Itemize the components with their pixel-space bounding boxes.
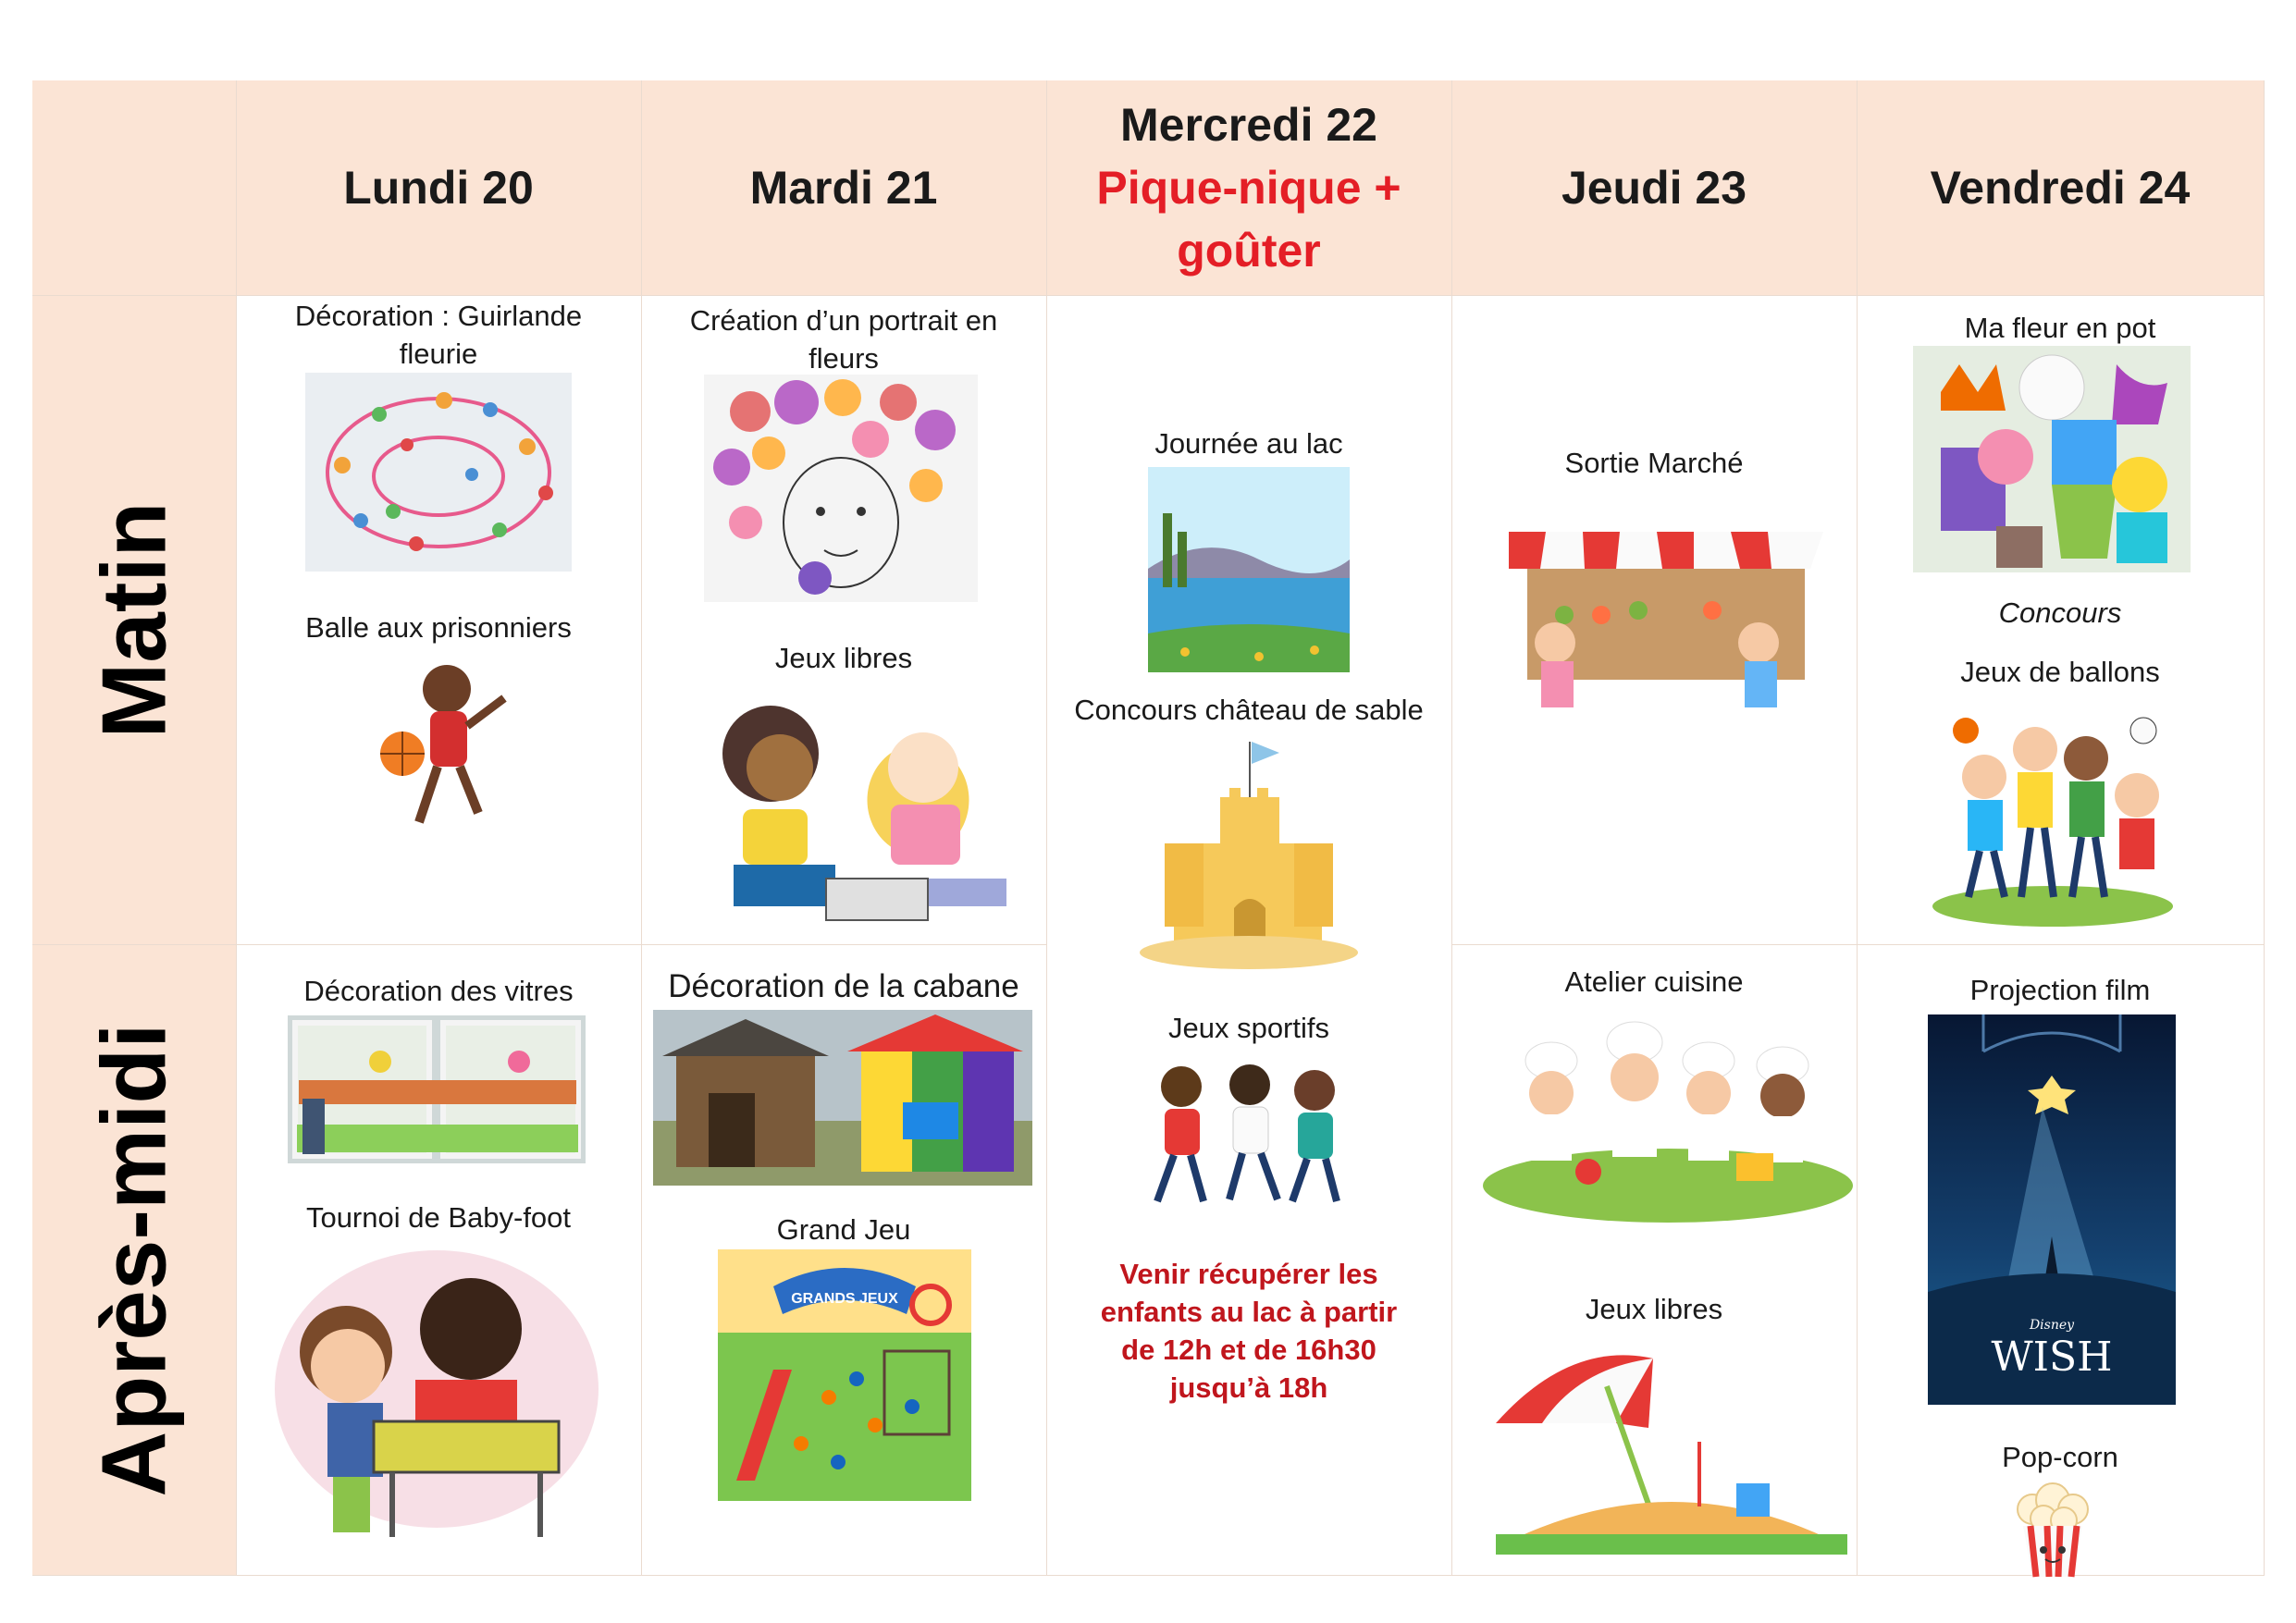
grid-line <box>32 1575 2265 1576</box>
pickup-note: Venir récupérer les enfants au lac à partir de 12h et de 16h30 jusqu’à 18h <box>1100 1258 1398 1404</box>
row-label-morning: Matin <box>82 501 185 738</box>
grid-line <box>32 295 2265 296</box>
activity-caption: Jeux libres <box>774 642 913 674</box>
activity-caption: Décoration de la cabane <box>668 968 1019 1004</box>
day-header-thursday: Jeudi 23 <box>1561 162 1747 214</box>
day-header-friday: Vendredi 24 <box>1930 162 2191 214</box>
wish-movie-poster-image <box>1928 1014 2176 1405</box>
activity-caption: Tournoi de Baby-foot <box>305 1201 572 1234</box>
activity-caption: Balle aux prisonniers <box>305 611 572 644</box>
grid-line <box>1451 944 2265 945</box>
painted-cabins-image <box>653 1010 1032 1186</box>
poster-brand-text: Disney <box>2029 1318 2075 1333</box>
day-label: Mercredi 22 <box>1120 99 1377 151</box>
activity-caption: Journée au lac <box>1154 427 1343 460</box>
row-label-afternoon: Après-midi <box>82 1023 185 1496</box>
kids-ball-games-image <box>1929 694 2177 929</box>
day-header-wednesday <box>1046 80 1451 295</box>
running-kids-image <box>1137 1050 1361 1216</box>
activity-caption: Concours château de sable <box>1074 694 1424 726</box>
activity-caption: Projection film <box>1969 974 2151 1006</box>
activity-caption: Grand Jeu <box>776 1213 911 1246</box>
dodgeball-child-image <box>347 652 532 860</box>
activity-caption: Jeux libres <box>1585 1293 1723 1325</box>
kids-chefs-image <box>1477 1005 1858 1227</box>
grid-line <box>1046 80 1047 1576</box>
grid-line <box>236 80 237 1576</box>
girls-playing-beads-image <box>687 680 1009 929</box>
day-header-monday: Lundi 20 <box>343 162 534 214</box>
activity-caption: Décoration : Guirlande fleurie <box>294 300 583 370</box>
concours-label: Concours <box>1998 596 2122 629</box>
lake-landscape-image <box>1148 467 1350 672</box>
decorated-windows-image <box>288 1015 586 1163</box>
activity-caption: Sortie Marché <box>1564 447 1744 479</box>
activity-schedule-table <box>32 80 2265 1576</box>
flower-portrait-image <box>704 375 978 602</box>
activity-caption: Jeux de ballons <box>1960 656 2160 688</box>
grid-line <box>2264 80 2265 1576</box>
flower-garland-image <box>305 373 572 572</box>
activity-caption: Jeux sportifs <box>1167 1012 1329 1044</box>
activity-caption: Création d’un portrait en fleurs <box>689 304 998 375</box>
day-header-tuesday: Mardi 21 <box>749 162 938 214</box>
paper-flower-pots-image <box>1913 346 2191 572</box>
grid-line <box>1451 80 1452 1576</box>
poster-sign-text: GRANDS JEUX <box>791 1291 898 1307</box>
activity-caption: Atelier cuisine <box>1564 965 1744 998</box>
market-stall-image <box>1500 523 1833 719</box>
foosball-kids-image <box>272 1241 601 1546</box>
sandbox-umbrella-image <box>1477 1331 1858 1557</box>
picnic-highlight: Pique-nique + goûter <box>1096 162 1401 277</box>
sand-castle-image <box>1137 732 1361 969</box>
activity-caption: Décoration des vitres <box>303 975 574 1007</box>
poster-title-text: WISH <box>1991 1334 2113 1381</box>
popcorn-image <box>2006 1482 2099 1580</box>
grid-line <box>641 80 642 1576</box>
activity-caption: Ma fleur en pot <box>1964 312 2156 344</box>
activity-caption: Pop-corn <box>2002 1441 2118 1473</box>
grand-jeu-poster-image <box>718 1249 971 1501</box>
